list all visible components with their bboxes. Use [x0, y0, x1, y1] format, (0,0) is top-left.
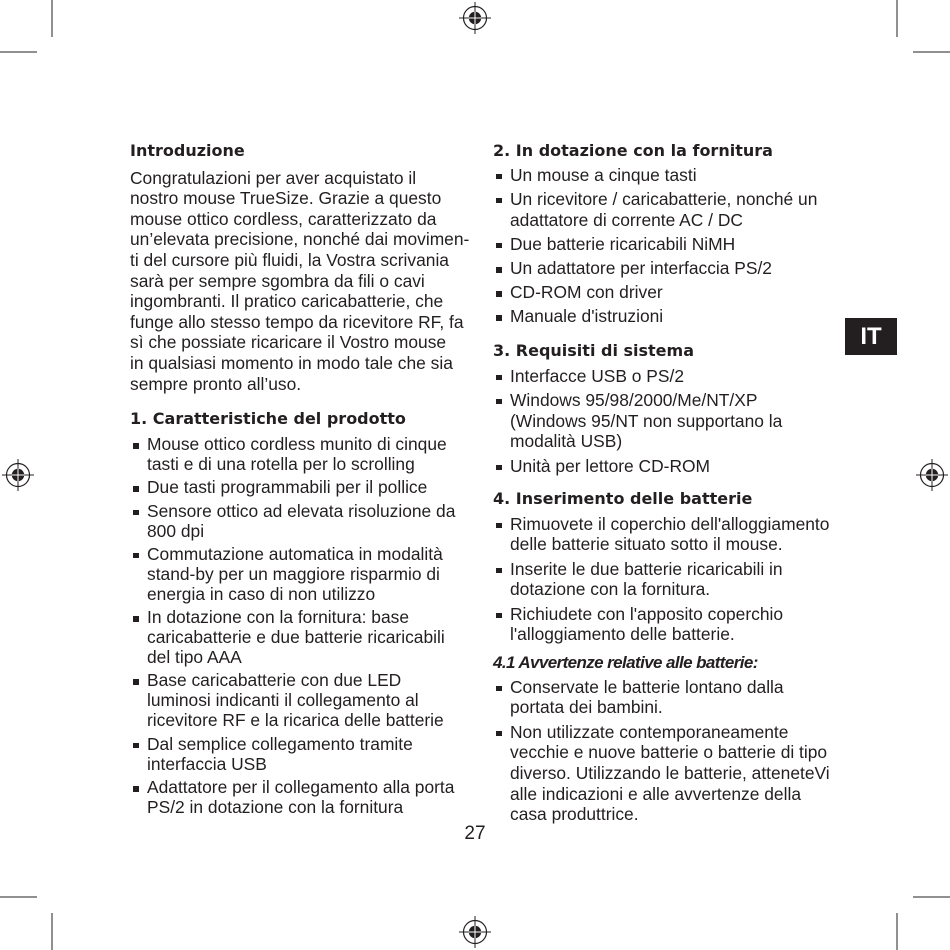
bullet-marker: [496, 399, 502, 405]
list-item-line: Due batterie ricaricabili NiMH: [510, 233, 736, 254]
list-item-line: alle indicazioni e alle avvertenze della: [510, 783, 801, 804]
list-item-line: diverso. Utilizzando le batterie, atteneteVi: [510, 763, 830, 783]
features-list: [130, 434, 455, 820]
battery-warnings-heading: 4.1 Avvertenze relative alle batterie:: [493, 653, 758, 672]
bullet-marker: [496, 243, 502, 249]
list-item-line: Adattatore per il collegamento alla porta: [147, 777, 455, 798]
crop-mark-bottom-left: [0, 897, 52, 950]
requirements-heading: 3. Requisiti di sistema: [493, 341, 694, 360]
bullet-marker: [496, 465, 502, 471]
list-item-line: Un mouse a cinque tasti: [510, 164, 697, 185]
language-tab: [845, 318, 897, 355]
intro-heading: Introduzione: [130, 141, 245, 160]
paragraph-line: mouse ottico cordless, caratterizzato da: [130, 208, 437, 229]
bullet-marker: [133, 553, 139, 559]
battery-insertion-list: [493, 514, 829, 649]
paragraph-line: sarà per sempre sgombra da fili o cavi: [130, 270, 425, 291]
list-item: [130, 734, 455, 774]
battery-warnings-list: [493, 677, 830, 829]
crop-mark-top-right: [897, 0, 950, 52]
list-item: [493, 306, 817, 327]
registration-mark-icon: [2, 459, 34, 491]
list-item: [493, 604, 829, 645]
bullet-marker: [496, 198, 502, 204]
language-tab-label: IT: [860, 322, 882, 350]
intro-paragraph: [130, 168, 469, 395]
bullet-marker: [133, 616, 139, 622]
list-item-line: stand-by per un maggiore risparmio di: [147, 563, 440, 584]
list-item: [493, 514, 829, 555]
paragraph-line: in qualsiasi momento in modo tale che sia: [130, 353, 453, 374]
list-item-line: adattatore di corrente AC / DC: [510, 209, 743, 230]
list-item: [130, 607, 455, 667]
bullet-marker: [496, 174, 502, 180]
list-item-line: Sensore ottico ad elevata risoluzione da: [147, 500, 456, 521]
list-item-line: (Windows 95/NT non supportano la: [510, 410, 783, 431]
list-item: [493, 366, 782, 387]
list-item-line: Due tasti programmabili per il pollice: [147, 477, 428, 498]
list-item-line: Rimuovete il coperchio dell'alloggiamento: [510, 513, 830, 534]
list-item-line: tasti e di una rotella per lo scrolling: [147, 454, 415, 474]
list-item: [493, 189, 817, 230]
requirements-list: [493, 366, 782, 480]
list-item: [493, 258, 817, 279]
bullet-marker: [496, 315, 502, 321]
list-item: [130, 477, 455, 497]
bullet-marker: [496, 523, 502, 529]
list-item-line: interfaccia USB: [147, 753, 267, 774]
list-item-line: Dal semplice collegamento tramite: [147, 733, 413, 754]
list-item-line: modalità USB): [510, 431, 623, 452]
list-item: [493, 456, 782, 477]
list-item-line: vecchie e nuove batterie o batterie di tipo: [510, 742, 828, 763]
bullet-marker: [496, 731, 502, 737]
list-item: [130, 670, 455, 730]
bullet-marker: [133, 443, 139, 449]
list-item-line: Un ricevitore / caricabatterie, nonché un: [510, 188, 818, 209]
list-item-line: ricevitore RF e la ricarica delle batterie: [147, 710, 444, 731]
bullet-marker: [133, 743, 139, 749]
bullet-marker: [133, 679, 139, 685]
list-item-line: Richiudete con l'apposito coperchio: [510, 603, 784, 624]
list-item: [493, 722, 830, 826]
list-item-line: del tipo AAA: [147, 647, 242, 668]
bullet-marker: [133, 486, 139, 492]
bullet-marker: [496, 686, 502, 692]
crop-mark-top-left: [0, 0, 52, 52]
list-item-line: Interfacce USB o PS/2: [510, 365, 684, 386]
list-item: [130, 501, 455, 541]
list-item-line: l'alloggiamento delle batterie.: [510, 624, 735, 645]
list-item-line: Non utilizzate contemporaneamente: [510, 721, 789, 742]
list-item: [493, 677, 830, 718]
paragraph-line: Congratulazioni per aver acquistato il: [130, 167, 417, 188]
list-item-line: Conservate le batterie lontano dalla: [510, 676, 784, 697]
list-item-line: casa produttrice.: [510, 804, 639, 825]
bullet-marker: [496, 267, 502, 273]
list-item-line: Unità per lettore CD-ROM: [510, 455, 711, 476]
list-item: [130, 434, 455, 474]
bullet-marker: [496, 613, 502, 619]
list-item-line: Windows 95/98/2000/Me/NT/XP: [510, 389, 758, 410]
paragraph-line: sì che possiate ricaricare il Vostro mouse: [130, 332, 447, 353]
page-number: 27: [464, 823, 486, 844]
package-list: [493, 165, 817, 331]
list-item-line: portata dei bambini.: [510, 697, 663, 718]
crop-mark-bottom-right: [897, 897, 950, 950]
list-item-line: In dotazione con la fornitura: base: [147, 607, 409, 628]
registration-mark-icon: [459, 2, 491, 34]
list-item-line: Un adattatore per interfaccia PS/2: [510, 258, 772, 278]
list-item-line: Inserite le due batterie ricaricabili in: [510, 558, 783, 579]
paragraph-line: funge allo stesso tempo da ricevitore RF, fa: [130, 311, 464, 332]
list-item-line: Base caricabatterie con due LED: [147, 670, 402, 691]
list-item: [493, 390, 782, 452]
bullet-marker: [496, 291, 502, 297]
paragraph-line: sempre pronto all’uso.: [130, 373, 302, 394]
bullet-marker: [133, 786, 139, 792]
list-item-line: dotazione con la fornitura.: [510, 579, 711, 600]
list-item-line: PS/2 in dotazione con la fornitura: [147, 797, 404, 818]
list-item-line: Commutazione automatica in modalità: [147, 543, 443, 564]
list-item-line: energia in caso di non utilizzo: [147, 583, 376, 604]
list-item-line: caricabatterie e due batterie ricaricabili: [147, 627, 445, 648]
paragraph-line: un’elevata precisione, nonché dai movimen-: [130, 229, 470, 250]
battery-insertion-heading: 4. Inserimento delle batterie: [493, 489, 753, 508]
paragraph-line: ingombranti. Il pratico caricabatterie, che: [130, 291, 444, 312]
registration-mark-icon: [916, 459, 948, 491]
package-heading: 2. In dotazione con la fornitura: [493, 141, 773, 160]
list-item: [493, 165, 817, 186]
list-item: [493, 559, 829, 600]
list-item-line: Mouse ottico cordless munito di cinque: [147, 434, 447, 454]
list-item: [493, 234, 817, 255]
features-heading: 1. Caratteristiche del prodotto: [130, 409, 406, 428]
registration-mark-icon: [459, 916, 491, 948]
list-item-line: Manuale d'istruzioni: [510, 306, 664, 327]
paragraph-line: nostro mouse TrueSize. Grazie a questo: [130, 188, 442, 209]
bullet-marker: [496, 375, 502, 381]
list-item-line: delle batterie situato sotto il mouse.: [510, 534, 783, 555]
list-item-line: CD-ROM con driver: [510, 282, 663, 303]
paragraph-line: ti del cursore più fluidi, la Vostra scrivania: [130, 250, 449, 271]
list-item: [130, 777, 455, 817]
bullet-marker: [496, 568, 502, 574]
list-item-line: 800 dpi: [147, 520, 205, 541]
list-item: [493, 282, 817, 303]
bullet-marker: [133, 510, 139, 516]
list-item: [130, 544, 455, 604]
list-item-line: luminosi indicanti il collegamento al: [147, 690, 419, 711]
